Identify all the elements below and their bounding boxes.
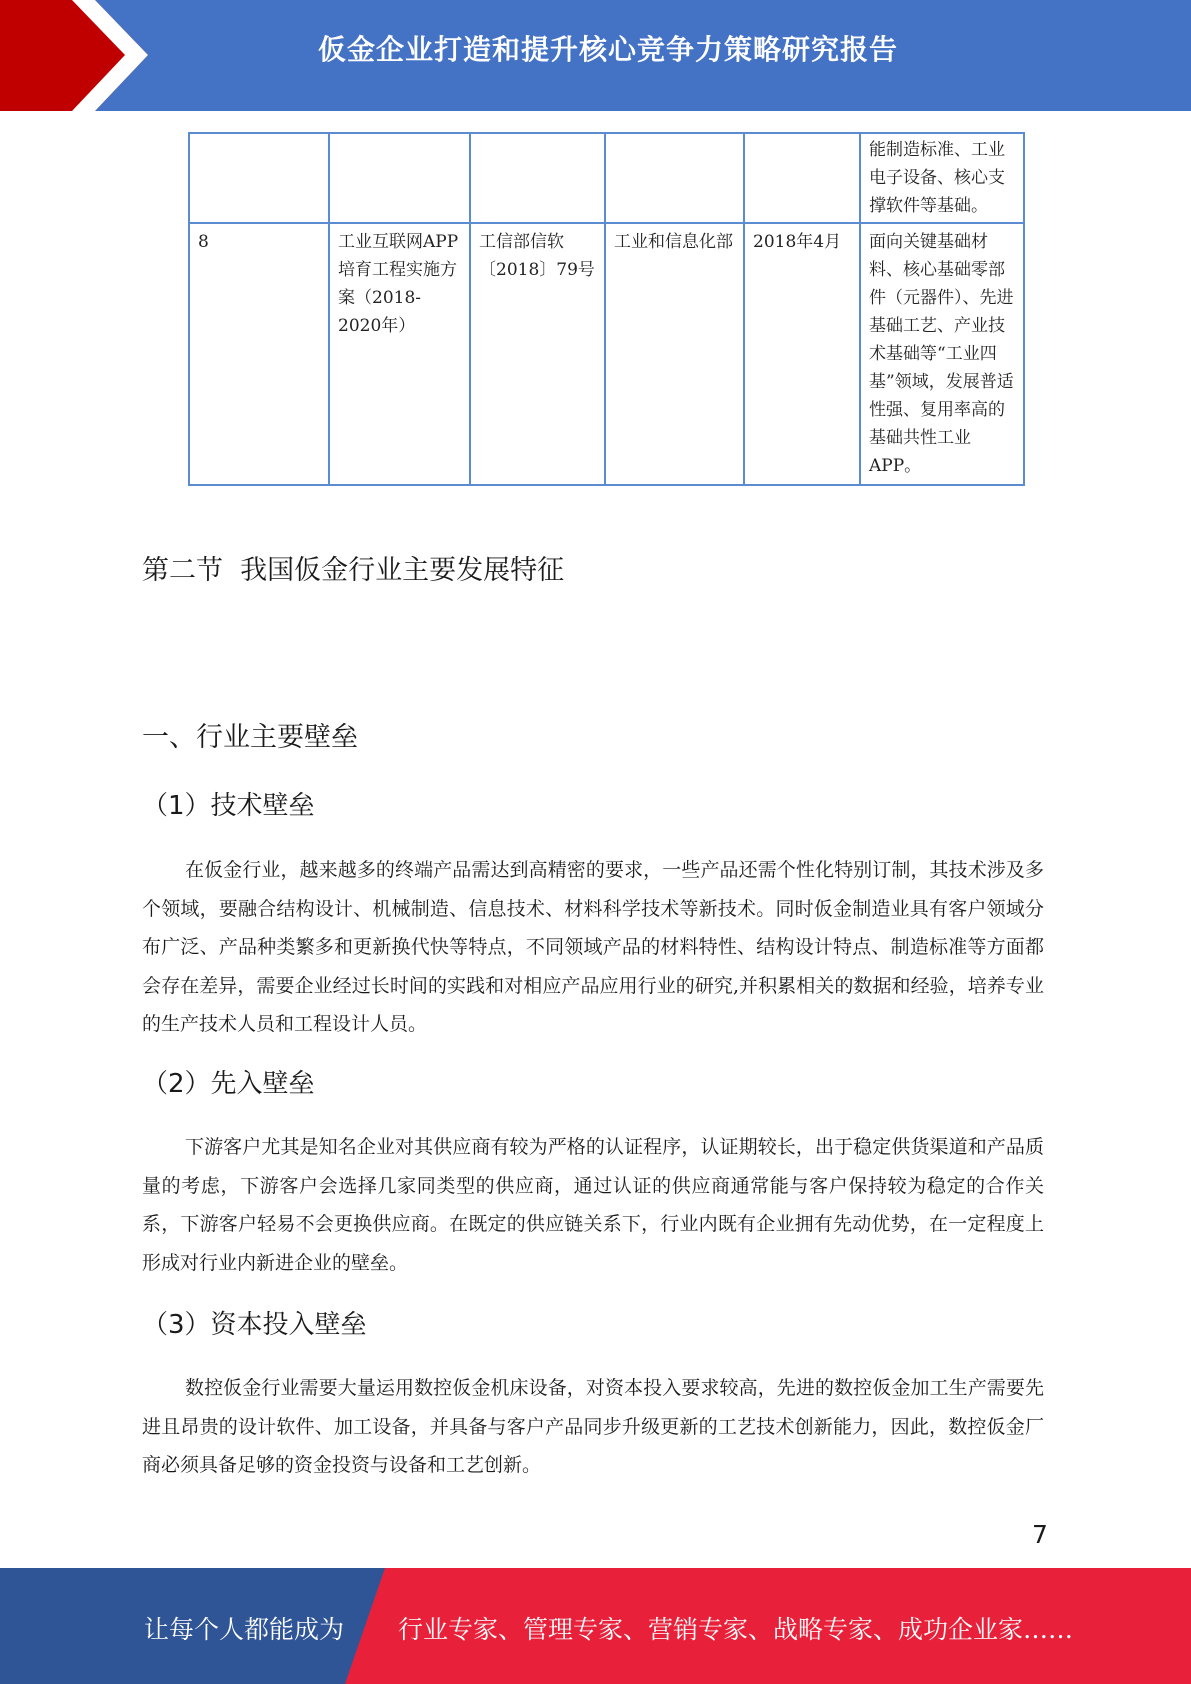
barrier-heading-technology: （1）技术壁垒 xyxy=(142,791,315,821)
table-cell xyxy=(605,133,744,223)
table-cell-dept: 工业和信息化部 xyxy=(605,223,744,485)
table-cell-name: 工业互联网APP培育工程实施方案（2018-2020年） xyxy=(329,223,470,485)
footer-banner xyxy=(0,1568,1191,1684)
footer-slogan-left: 让每个人都能成为 xyxy=(144,1615,345,1644)
barrier-text-first-mover: 下游客户尤其是知名企业对其供应商有较为严格的认证程序，认证期较长，出于稳定供货渠道和产品质量的考虑，下游客户会选择几家同类型的供应商，通过认证的供应商通常能与客户保持较为稳定的合作关系，下游客户轻易不会更换供应商。在既定的供应链关系下，行业内既有企业拥有先动优势，在一定程度上形成对行业内新进企业的壁垒。 xyxy=(142,1136,1044,1274)
report-title: 仮金企业打造和提升核心竞争力策略研究报告 xyxy=(317,33,898,66)
page-number: 7 xyxy=(1032,1520,1048,1549)
table-cell xyxy=(189,133,329,223)
table-cell-content: 面向关键基础材料、核心基础零部件（元器件）、先进基础工艺、产业技术基础等“工业四基”领域，发展普适性强、复用率高的基础共性工业APP。 xyxy=(860,223,1024,485)
table-cell-date: 2018年4月 xyxy=(744,223,860,485)
table-cell xyxy=(744,133,860,223)
table-cell-content: 能制造标准、工业电子设备、核心支撑软件等基础。 xyxy=(860,133,1024,223)
barrier-text-technology: 在仮金行业，越来越多的终端产品需达到高精密的要求，一些产品还需个性化特别订制，其技术涉及多个领域，要融合结构设计、机械制造、信息技术、材料科学技术等新技术。同时仮金制造业具有客户领域分布广泛、产品种类繁多和更新换代快等特点，不同领域产品的材料特性、结构设计特点、制造标准等方面都会存在差异，需要企业经过长时间的实践和对相应产品应用行业的研究,并积累相关的数据和经验，培养专业的生产技术人员和工程设计人员。 xyxy=(142,859,1044,1035)
table-row xyxy=(189,133,1024,223)
table-cell-no: 8 xyxy=(189,223,329,485)
barrier-heading-capital: （3）资本投入壁垒 xyxy=(142,1310,367,1340)
policy-table xyxy=(188,132,1025,486)
table-cell xyxy=(329,133,470,223)
table-row xyxy=(189,223,1024,485)
table-cell-doc-no: 工信部信软〔2018〕79号 xyxy=(470,223,605,485)
footer-slogan-right: 行业专家、管理专家、营销专家、战略专家、成功企业家…… xyxy=(398,1615,1074,1644)
part-title: 一、行业主要壁垒 xyxy=(142,722,358,753)
table-cell xyxy=(470,133,605,223)
header-banner xyxy=(0,0,1191,111)
barrier-text-capital: 数控仮金行业需要大量运用数控仮金机床设备，对资本投入要求较高，先进的数控仮金加工生产需要先进且昂贵的设计软件、加工设备，并具备与客户产品同步升级更新的工艺技术创新能力，因此，数控仮金厂商必须具备足够的资金投资与设备和工艺创新。 xyxy=(142,1377,1044,1476)
barrier-heading-first-mover: （2）先入壁垒 xyxy=(142,1069,315,1099)
section-title: 第二节 我国仮金行业主要发展特征 xyxy=(142,555,565,586)
